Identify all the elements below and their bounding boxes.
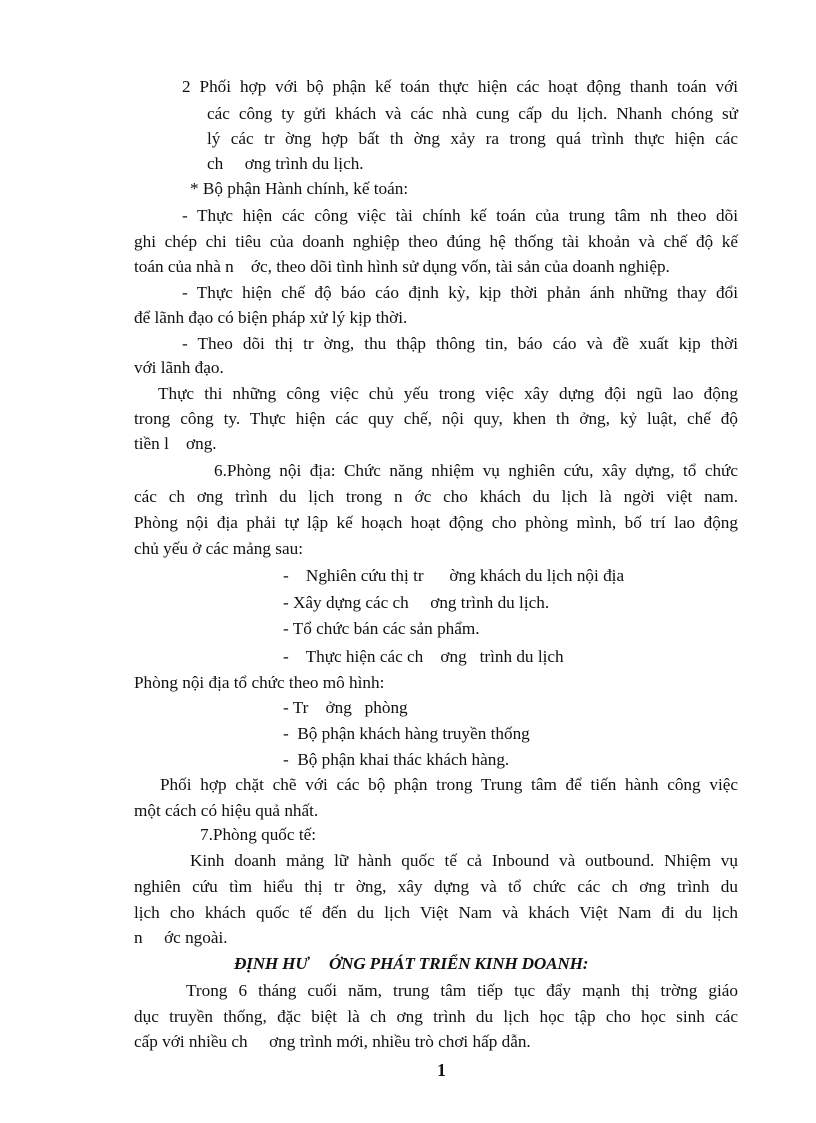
admin-p1-line3: toán của nhà n ớc, theo dõi tình hình sử dụng vốn, tài sản của doanh nghiệp. [134, 257, 670, 276]
international-line1: Kinh doanh mảng lữ hành quốc tế cả Inbound và outbound. Nhiệm vụ [190, 851, 738, 870]
orientation-line1: Trong 6 tháng cuối năm, trung tâm tiếp tục đẩy mạnh thị trờng giáo [186, 981, 738, 1000]
admin-p1-line1: - Thực hiện các công việc tài chính kế toán của trung tâm nh theo dõi [182, 206, 738, 225]
domestic-model-heading: Phòng nội địa tổ chức theo mô hình: [134, 673, 385, 692]
orientation-line3: cấp với nhiều ch ơng trình mới, nhiều trò chơi hấp dẫn. [134, 1032, 531, 1051]
item2-line4: ch ơng trình du lịch. [207, 154, 364, 173]
international-line4: n ớc ngoài. [134, 928, 228, 947]
orientation-heading: ĐỊNH HƯ ỚNG PHÁT TRIỂN KINH DOANH: [234, 954, 589, 973]
admin-p4-line2: trong công ty. Thực hiện các quy chế, nội quy, khen th ởng, kỷ luật, chế độ [134, 409, 738, 428]
domestic-model-item: - Bộ phận khách hàng truyền thống [283, 724, 530, 743]
international-line3: lịch cho khách quốc tế đến du lịch Việt Nam và khách Việt Nam đi du lịch [134, 903, 738, 922]
domestic-area-item: - Nghiên cứu thị tr ờng khách du lịch nội địa [283, 566, 625, 585]
domestic-line4: chủ yếu ở các mảng sau: [134, 539, 303, 558]
item2-line1: 2 Phối hợp với bộ phận kế toán thực hiện các hoạt động thanh toán với [182, 77, 738, 96]
domestic-area-item: - Xây dựng các ch ơng trình du lịch. [283, 593, 550, 612]
international-line2: nghiên cứu tìm hiểu thị tr ờng, xây dựng và tổ chức các ch ơng trình du [134, 877, 738, 896]
admin-heading: * Bộ phận Hành chính, kế toán: [190, 179, 409, 198]
admin-p2-line1: - Thực hiện chế độ báo cáo định kỳ, kịp thời phản ánh những thay đổi [182, 283, 738, 302]
admin-p3-line2: với lãnh đạo. [134, 358, 224, 377]
admin-p4-line1: Thực thi những công việc chủ yếu trong việc xây dựng đội ngũ lao động [158, 384, 738, 403]
domestic-coop-line1: Phối hợp chặt chẽ với các bộ phận trong Trung tâm để tiến hành công việc [160, 775, 738, 794]
domestic-coop-line2: một cách có hiệu quả nhất. [134, 801, 319, 820]
domestic-line3: Phòng nội địa phải tự lập kế hoạch hoạt động cho phòng mình, bố trí lao động [134, 513, 738, 532]
item2-line3: lý các tr ờng hợp bất th ờng xảy ra trong quá trình thực hiện các [207, 129, 738, 148]
page-number: 1 [437, 1060, 446, 1080]
admin-p4-line3: tiền l ơng. [134, 434, 217, 453]
domestic-model-item: - Tr ởng phòng [283, 698, 408, 717]
admin-p1-line2: ghi chép chi tiêu của doanh nghiệp theo đúng hệ thống tài khoản và chế độ kế [134, 232, 738, 251]
orientation-line2: dục truyền thống, đặc biệt là ch ơng trình du lịch học tập cho học sinh các [134, 1007, 738, 1026]
domestic-model-item: - Bộ phận khai thác khách hàng. [283, 750, 510, 769]
admin-p3-line1: - Theo dõi thị tr ờng, thu thập thông tin, báo cáo và đề xuất kịp thời [182, 334, 738, 353]
domestic-line1: 6.Phòng nội địa: Chức năng nhiệm vụ nghiên cứu, xây dựng, tổ chức [214, 461, 738, 480]
domestic-area-item: - Tổ chức bán các sản phẩm. [283, 619, 480, 638]
item2-line2: các công ty gửi khách và các nhà cung cấp du lịch. Nhanh chóng sử [207, 104, 738, 123]
domestic-line2: các ch ơng trình du lịch trong n ớc cho khách du lịch là ngời việt nam. [134, 487, 738, 506]
international-heading: 7.Phòng quốc tế: [200, 825, 317, 844]
domestic-area-item: - Thực hiện các ch ơng trình du lịch [283, 647, 564, 666]
admin-p2-line2: để lãnh đạo có biện pháp xử lý kịp thời. [134, 308, 408, 327]
